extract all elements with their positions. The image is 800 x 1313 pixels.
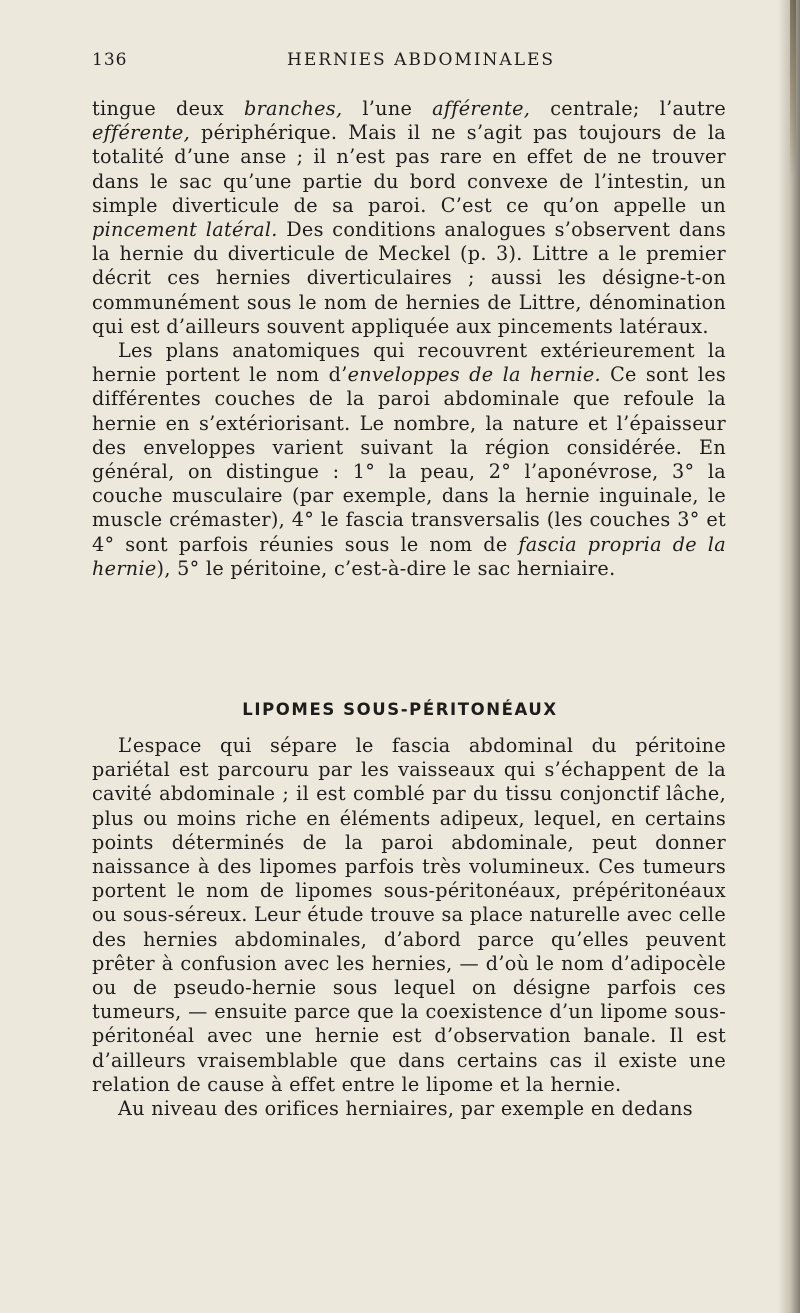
paragraph: Au niveau des orifices herniaires, par exemple en dedans [118, 1097, 693, 1121]
paragraph: tingue deux branches, l’une afférente, centrale; l’autre efférente, périphérique. Mais il ne s’agit pas toujours de la totalité d’une anse ; il n’est pas rare en effet de ne trouver dans le sac qu’une partie du bord convexe de l’intestin, un simple diverticule de sa paroi. C’est ce qu’on appelle un pincement latéral. Des conditions analogues s’observent dans la hernie du diverticule de Meckel (p. 3). Littre a le premier décrit ces hernies diverticulaires ; aussi les désigne-t-on communément sous le nom de hernies de Littre, dénomination qui est d’ailleurs souvent appliquée aux pincements latéraux. [92, 97, 727, 338]
paragraph: L’espace qui sépare le fascia abdominal du péritoine pariétal est parcouru par les vaisseaux qui s’échappent de la cavité abdominale ; il est comblé par du tissu conjonctif lâche, plus ou moins riche en éléments adipeux, lequel, en certains points déterminés de la paroi abdominale, peut donner naissance à des lipomes parfois très volumineux. Ces tumeurs portent le nom de lipomes sous-péritonéaux, prépéritonéaux ou sous-séreux. Leur étude trouve sa place naturelle avec celle des hernies abdominales, d’abord parce qu’elles peuvent prêter à confusion avec les hernies, — d’où le nom d’adipocèle ou de pseudo-hernie sous lequel on désigne parfois ces tumeurs, — ensuite parce que la coexistence d’un lipome sous-péritonéal avec une hernie est d’observation banale. Il est d’ailleurs vraisemblable que dans certains cas il existe une relation de cause à effet entre le lipome et la hernie. [92, 734, 726, 1096]
section-hernia-text [92, 97, 726, 581]
section-lipomes-text [92, 734, 726, 1121]
paragraph: Les plans anatomiques qui recouvrent extérieurement la hernie portent le nom d’enveloppes de la hernie. Ce sont les différentes couches de la paroi abdominale que refoule la hernie en s’extériorisant. Le nombre, la nature et l’épaisseur des enveloppes varient suivant la région considérée. En général, on distingue : 1° la peau, 2° l’aponévrose, 3° la couche musculaire (par exemple, dans la hernie inguinale, le muscle crémaster), 4° le fascia transversalis (les couches 3° et 4° sont parfois réunies sous le nom de fascia propria de la hernie), 5° le péritoine, c’est-à-dire le sac herniaire. [92, 339, 726, 580]
page-number: 136 [92, 50, 128, 70]
page-header [92, 50, 726, 80]
running-title: HERNIES ABDOMINALES [287, 50, 556, 70]
page-edge-marks [790, 0, 796, 180]
section-heading: LIPOMES SOUS-PÉRITONÉAUX [242, 700, 558, 719]
page-edge-shadow [778, 0, 800, 1313]
